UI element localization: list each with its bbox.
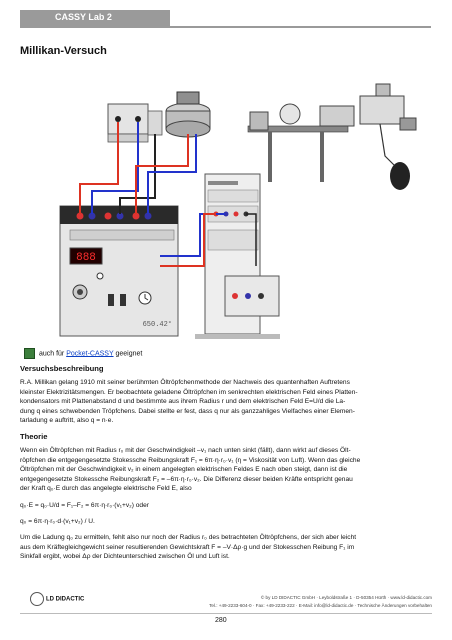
versuch-line: kleinster Elektrizitätsmengen. Er beobachtete geladene Öltröpfchen im senkrechten elektrischen Feld eines Platten- [20,388,358,396]
experiment-setup-figure [20,66,431,341]
versuch-heading: Versuchsbeschreibung [20,364,104,373]
theorie-line: Öltröpfchen mit der Geschwindigkeit v₂ in einem angelegten elektrischen Feldes E nach oben steigt, dann ist die [20,466,348,474]
theorie-line: Wenn ein Öltröpfchen mit Radius r₀ mit der Geschwindigkeit –v₁ nach unten sinkt (fällt), dann wirkt auf dieses Ölt- [20,447,351,454]
versuch-line: tarladung e auftritt, also q = n·e. [20,417,114,425]
pocket-suffix: geeignet [113,350,143,358]
versuch-paragraph [20,378,431,426]
footer-logo-text: LD DIDACTIC [46,596,85,603]
equation-1: q₀·E = q₀·U/d = F₁–F₂ = 6π·η·r₀·(v₁+v₂) oder [20,502,149,509]
pocket-prefix: auch für [37,350,67,358]
theorie-line: der Kraft q₀·E durch das angelegte elektrische Feld E, also [20,485,192,493]
final-line: Um die Ladung q₀ zu ermitteln, fehlt also nur noch der Radius r₀ des betrachteten Öltröpfchens, der sich aber leicht [20,534,357,541]
page-title: Millikan-Versuch [20,45,107,57]
digital-display: 888 [76,252,96,264]
page-number: 280 [215,617,227,624]
equation-2: q₀ = 6π·η·r₀·d·(v₁+v₂) / U. [20,518,95,525]
final-paragraph [20,533,431,562]
theorie-line: röpfchen die entgegengesetzte Stokessche Reibungskraft F₁ = 6π·η·r₀·v₁ (η = Viskosität von Luft). Wenn das gleiche [20,456,361,464]
logo-mark-icon [30,592,44,606]
footer-line-2: Tel.: +49-2233-604-0 · Fax: +49-2233-222 · E-Mail: info@ld-didactic.de · Technische Änderungen vorbehalten [209,603,432,608]
header-rule [20,26,431,28]
theorie-heading: Theorie [20,432,48,441]
final-line: Sinkfall ergibt, wobei Δρ der Dichteunterschied zwischen Öl und Luft ist. [20,553,230,561]
pocket-cassy-icon [24,348,35,359]
theorie-paragraph [20,446,431,494]
theorie-line: entgegengesetzte Stokessche Reibungskraft F₂ = –6π·η·r₀·v₂. Die Differenz dieser beiden Kräfte entspricht genau [20,475,353,483]
footer-rule [20,613,432,614]
final-line: aus dem Kräftegleichgewicht seiner resultierenden Gewichtskraft F = –V·Δρ·g und der Stokesschen Reibung F₁ im [20,543,355,551]
pocket-cassy-note [24,348,142,359]
setup-illustration [20,66,431,341]
versuch-line: R.A. Millikan gelang 1910 mit seiner berühmten Öltröpfchenmethode der Nachweis des quantenhaften Auftretens [20,379,350,386]
versuch-line: dung q eines schwebenden Tröpfchens. Dabei stellte er fest, dass q nur als ganzzahliges Vielfaches einer Elemen- [20,407,355,415]
header-title: CASSY Lab 2 [55,12,112,22]
meter-readout: 650.42° [142,321,172,329]
versuch-line: kondensators mit Plattenabstand d und bestimmte aus ihrem Radius r und dem elektrischen Feld E=U/d die La- [20,398,346,406]
pocket-cassy-link[interactable]: Pocket-CASSY [66,350,114,358]
footer-logo [30,592,84,606]
footer-line-1: © by LD DIDACTIC GmbH · Leyboldstraße 1 · D-50354 Hürth · www.ld-didactic.com [260,595,432,600]
